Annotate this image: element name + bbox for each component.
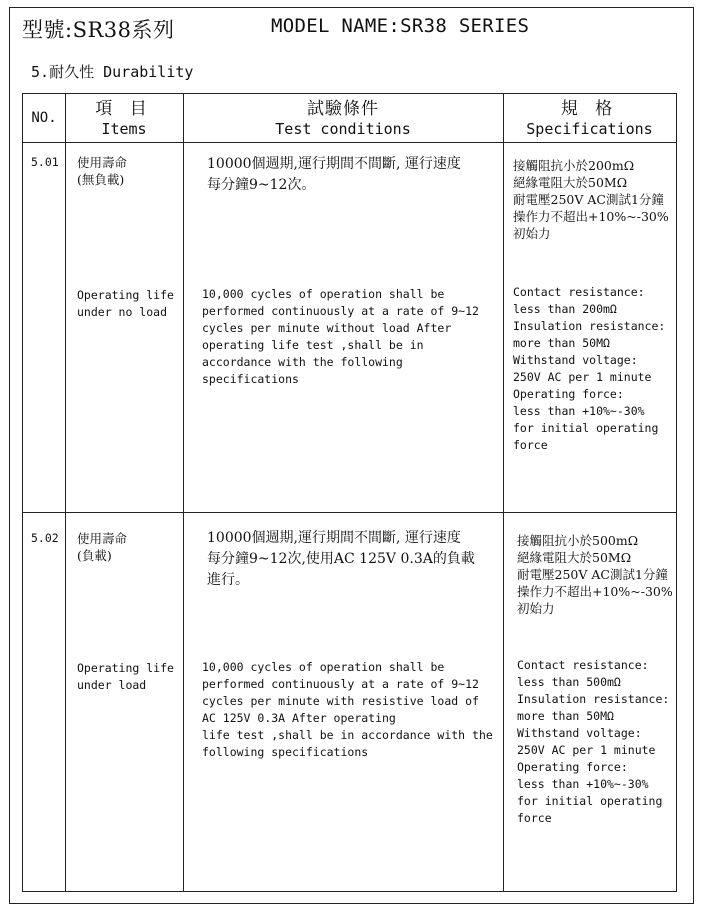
header-items [65, 94, 183, 146]
test-condition-en: 10,000 cycles of operation shall be performed continuously at a rate of 9~12 cycles per minute with resistive load of AC 125V 0.3A After operating life test ,shall be in accordance with the following specifications [202, 660, 493, 759]
section-number: 5. [31, 63, 50, 81]
row-number: 5.01 [31, 155, 59, 169]
model-name-cn: 型號:SR38系列 [22, 18, 175, 42]
section-title [31, 61, 193, 82]
specification-en: Contact resistance: less than 500mΩ Insulation resistance: more than 50MΩ Withstand voltage: 250V AC per 1 minute Operating force: less than +10%~-30% for initial operating force [517, 658, 670, 825]
specification-cn: 接觸阻抗小於200mΩ 絕緣電阻大於50MΩ 耐電壓250V AC測試1分鐘 操作力不超出+10%~-30% 初始力 [513, 158, 669, 241]
header-items-cn: 項 目 [95, 99, 153, 119]
model-name-en: MODEL NAME:SR38 SERIES [271, 15, 530, 37]
test-condition-cn: 10000個週期,運行期間不間斷, 運行速度 每分鐘9~12次。 [207, 156, 461, 193]
column-divider [503, 94, 504, 891]
specification-en: Contact resistance: less than 200mΩ Insulation resistance: more than 50MΩ Withstand voltage: 250V AC per 1 minute Operating force: less than +10%~-30% for initial operating force [513, 285, 666, 452]
item-cn: 使用壽命 (負載) [77, 531, 128, 563]
section-title-cn: 耐久性 [49, 63, 95, 81]
test-condition-cn: 10000個週期,運行期間不間斷, 運行速度 每分鐘9~12次,使用AC 125V 0.3A的負載 進行。 [207, 530, 475, 588]
column-divider [65, 94, 66, 891]
specification-cn: 接觸阻抗小於500mΩ 絕緣電阻大於50MΩ 耐電壓250V AC測試1分鐘 操作力不超出+10%~-30% 初始力 [517, 533, 673, 616]
item-cn: 使用壽命 (無負載) [77, 155, 128, 187]
header-test-en: Test conditions [275, 120, 411, 138]
column-divider [183, 94, 184, 891]
header-no: NO. [31, 110, 57, 126]
test-condition-en: 10,000 cycles of operation shall be performed continuously at a rate of 9~12 cycles per minute without load After operating life test ,shall be in accordance with the following specifications [202, 287, 479, 386]
header-test-cn: 試驗條件 [307, 99, 379, 119]
section-title-en: Durability [94, 63, 194, 81]
row-divider [23, 512, 676, 513]
header-test-conditions [183, 94, 503, 146]
item-en: Operating life under no load [77, 288, 174, 319]
page-header [22, 14, 691, 40]
header-specifications [503, 94, 676, 146]
row-number: 5.02 [31, 531, 59, 545]
item-en: Operating life under load [77, 661, 174, 692]
durability-table [22, 93, 677, 892]
header-spec-cn: 規 格 [560, 99, 619, 119]
header-items-en: Items [101, 120, 147, 138]
header-spec-en: Specifications [526, 120, 653, 138]
